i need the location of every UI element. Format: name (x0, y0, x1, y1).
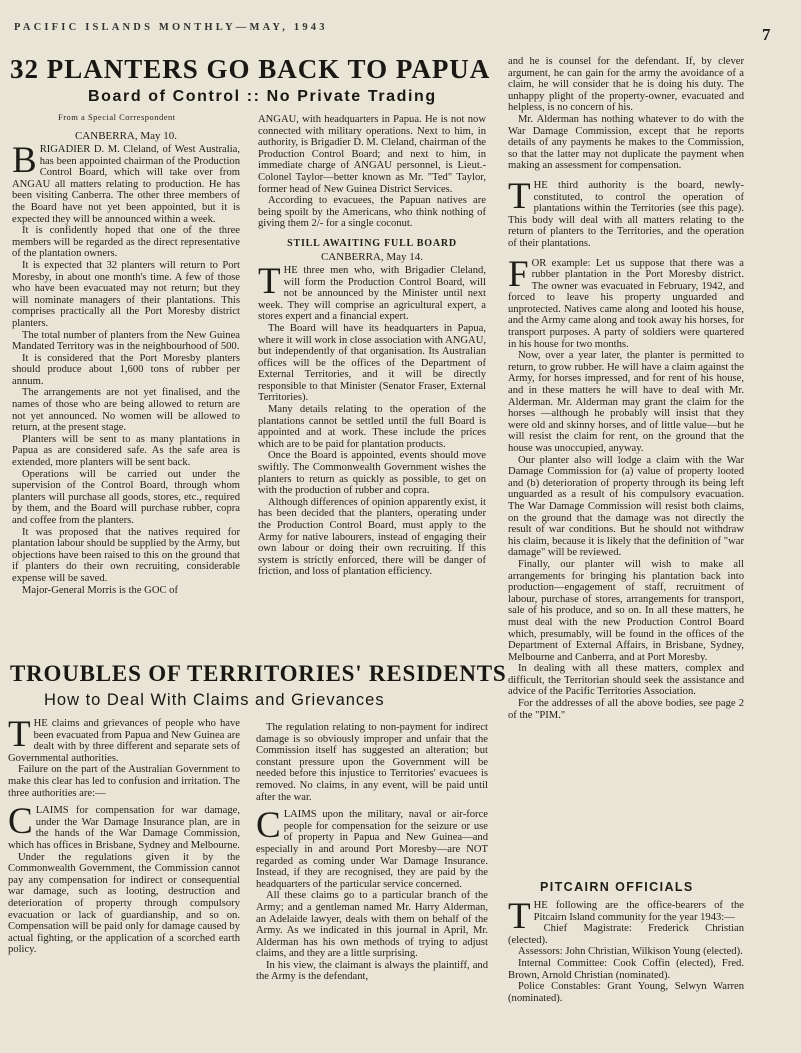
pitcairn-paragraph: THE following are the office-bearers of the Pitcairn Island community for the year 1943:— (508, 900, 744, 937)
article1-paragraph: It is expected that 32 planters will return to Port Moresby, in about one month's time. A few of those who have been evacuated may not return; but they will nominate managers of their plantations. This comprises practically all the Port Moresby district planters. (12, 259, 240, 329)
article1-paragraph: Once the Board is appointed, events should move swiftly. The Commonwealth Government wishes the planters to return as quickly as possible, to get on with the production of rubber and copra. (258, 450, 486, 497)
continuation-paragraph: In dealing with all these matters, complex and difficult, the Territorian should seek the assistance and advice of the Pacific Territories Association. (508, 663, 744, 698)
article1-paragraph: BRIGADIER D. M. Cleland, of West Australia, has been appointed chairman of the Production Control Board, which will take over from ANGAU all matters relating to production. He has been visiting Canberra. The other three members of the Board have not yet been appointed, but it is expected they will be announced within a week. (12, 140, 240, 225)
article1-paragraph: THE three men who, with Brigadier Cleland, will form the Production Control Board, will not be announced by the Minister until next week. They will comprise an agricultural expert, a stores expert and a financial expert. (258, 260, 486, 323)
article1-paragraph: Operations will be carried out under the supervision of the Control Board, through whom planters will purchase all goods, stores, etc., required by them, and the Board will purchase rubber, copra and coffee from the planters. (12, 468, 240, 526)
drop-cap: T (8, 718, 31, 755)
article2-column-2 (256, 722, 488, 1048)
article1-dateline: CANBERRA, May 10. (74, 130, 178, 142)
continuation-paragraph: For the addresses of all the above bodies, see page 2 of the "PIM." (508, 698, 744, 721)
article2-paragraph: Under the regulations given it by the Commonwealth Government, the Commission cannot pay any compensation for indirect or consequential war damage, such as looting, destruction and deterioration of property through compulsory evacuation or lack of guardianship, and so on. Compensation will be paid only for damage caused by actual fighting, or the application of a scorched earth policy. (8, 851, 240, 956)
article1-paragraph: ANGAU, with headquarters in Papua. He is not now connected with military operations. Next to him, in authority, is Brigadier D. M. Cleland, chairman of the Production Control Board; and next to him, in immediate charge of ANGAU personnel, is Lieut.-Colonel Taylor—better known as Mr. "Ted" Taylor, former head of New Guinea District Services. (258, 114, 486, 195)
article1-column-2 (258, 114, 486, 652)
continuation-paragraph: Our planter also will lodge a claim with the War Damage Commission for (a) value of property looted and (b) deterioration of property through its being left unguarded as a result of his compulsory evacuation. The War Damage Commission will resist both claims, on the ground that the damage was not directly the result of war conditions. But he should not withdraw his claim, because it is likely that the definition of "war damage" will be reviewed. (508, 454, 744, 559)
pitcairn-paragraph: Internal Committee: Cook Coffin (elected), Fred. Brown, Arnold Christian (nominated). (508, 957, 744, 981)
article2-headline: TROUBLES OF TERRITORIES' RESIDENTS (10, 661, 507, 686)
article1-dateline-2: CANBERRA, May 14. (320, 250, 424, 263)
article1-paragraph: The arrangements are not yet finalised, and the names of those who are being allowed to return are not yet announced. No women will be allowed to return, at the present stage. (12, 387, 240, 434)
right-column (508, 56, 744, 876)
article2-paragraph: THE claims and grievances of people who have been evacuated from Papua and New Guinea are dealt with by three different and separate sets of Governmental authorities. (8, 718, 240, 764)
drop-cap: C (256, 805, 281, 847)
article2-paragraph: CLAIMS upon the military, naval or air-force people for compensation for the seizure or use of property in Papua and New Guinea—and especially in and around Port Moresby—are NOT regarded as coming under War Damage Insurance. Instead, if they are recognised, they are paid by the headquarters of the particular service concerned. (256, 805, 488, 890)
article1-paragraph: It was proposed that the natives required for plantation labour should be supplied by the Army, but objections have been raised to this on the ground that if planters do their own recruiting, considerable expense will be saved. (12, 526, 240, 584)
article1-paragraph: According to evacuees, the Papuan natives are being spoilt by the Americans, who think nothing of giving them 2/- for a single coconut. (258, 195, 486, 230)
article1-deck: Board of Control :: No Private Trading (88, 88, 437, 105)
article2-paragraph: In his view, the claimant is always the plaintiff, and the Army is the defendant, (256, 959, 488, 983)
article1-paragraph: The total number of planters from the New Guinea Mandated Territory was in the neighbourhood of 500. (12, 329, 240, 353)
article1-headline: 32 PLANTERS GO BACK TO PAPUA (10, 54, 491, 84)
article1-paragraph: Planters will be sent to as many plantations in Papua as are considered safe. As the safe area is extended, more planters will be sent back. (12, 433, 240, 469)
drop-cap: B (12, 140, 37, 181)
article1-paragraph: Many details relating to the operation of the plantations cannot be settled until the full Board is appointed and at work. These include the prices which are to be paid for plantation products. (258, 404, 486, 450)
pitcairn-paragraph: Assessors: John Christian, Wilkison Young (elected). (518, 946, 743, 958)
continuation-paragraph: and he is counsel for the defendant. If, by clever argument, he can gain for the army the avoidance of a claim, he will consider that he is doing his duty. The unhappy plight of the property-owner, evacuated and helpless, is no concern of his. (508, 56, 744, 114)
article1-column-1 (12, 128, 240, 652)
continuation-paragraph: FOR example: Let us suppose that there was a rubber plantation in the Port Moresby district. The owner was evacuated in February, 1942, and forced to leave his property unguarded and unprotected. Natives came along and looted his house, and the Army came along and took away his horses, for transport purposes. A party of soldiers were quartered in his house for two months. (508, 253, 744, 350)
article1-paragraph: It is considered that the Port Moresby planters should produce about 1,600 tons of rubber per annum. (12, 352, 240, 387)
article2-paragraph: Failure on the part of the Australian Government to make this clear has led to confusion and irritation. The three authorities are:— (8, 764, 240, 799)
article2-paragraph: CLAIMS for compensation for war damage, under the War Damage Insurance plan, are in the hands of the War Damage Commission, which has offices in Brisbane, Sydney and Melbourne. (8, 801, 240, 851)
continuation-paragraph: Finally, our planter will wish to make all arrangements for bringing his plantation back into production—engagement of staff, recruitment of labour, purchase of stores, arrangements for transport, sale of his produce, and so on. In all these matters, he must deal with the new Production Control Board which, presumably, will be found in the offices of the Department of External Affairs, in Brisbane, Sydney, Melbourne and Canberra, and at Port Moresby. (508, 558, 744, 663)
article2-paragraph: All these claims go to a particular branch of the Army; and a gentleman named Mr. Harry Alderman, an Adelaide lawyer, deals with them on behalf of the Army. As we indicated in this journal in April, Mr. Alderman has his own methods of trying to adjust claims, and they are a little surprising. (256, 890, 488, 960)
drop-cap: C (8, 801, 33, 843)
pitcairn-title: PITCAIRN OFFICIALS (540, 880, 694, 894)
drop-cap: T (258, 260, 281, 302)
article2-paragraph: The regulation relating to non-payment for indirect damage is so obviously improper and unfair that the Commission itself has suggested an alteration; but constant pressure upon the Government will be needed before this injustice to Territories' evacuees is removed. No claims, in any event, will be paid until after the war. (256, 722, 488, 803)
drop-cap: F (508, 253, 529, 295)
article1-subhead: STILL AWAITING FULL BOARD (287, 237, 457, 249)
article1-byline: From a Special Correspondent (58, 112, 176, 122)
drop-cap: T (508, 175, 531, 217)
running-head: PACIFIC ISLANDS MONTHLY—MAY, 1943 (14, 22, 328, 33)
article1-paragraph: Major-General Morris is the GOC of (22, 584, 179, 596)
article2-deck: How to Deal With Claims and Grievances (44, 691, 385, 709)
pitcairn-paragraph: Chief Magistrate: Frederick Christian (elected). (508, 923, 744, 946)
continuation-paragraph: Mr. Alderman has nothing whatever to do with the War Damage Commission, except that he reports details of any payments he makes to the Commission, so that the latter may not duplicate the payment when making an assessment for compensation. (508, 113, 744, 172)
pitcairn-column (508, 900, 744, 1048)
article1-paragraph: It is confidently hoped that one of the three members will be regarded as the direct representative of the plantation owners. (12, 225, 240, 260)
page-number: 7 (762, 25, 771, 44)
article2-column-1 (8, 718, 240, 1048)
continuation-paragraph: Now, over a year later, the planter is permitted to return, to grow rubber. He will have a claim against the Army, for horses impressed, and for rent of his house, and in these matters he will have to deal with Mr. Alderman. Mr. Alderman may grant the claim for the horses —although he probably will insist that they were old and skinny horses, and of little value—but he will resist the claim for rent, on the ground that the house was unoccupied, anyway. (508, 350, 744, 454)
continuation-paragraph: THE third authority is the board, newly-constituted, to control the operation of plantations within the Territories (see this page). This body will deal with all matters relating to the return of planters to the Territories, and the operation of their plantations. (508, 175, 744, 249)
drop-cap: T (508, 900, 531, 937)
article1-paragraph: The Board will have its headquarters in Papua, where it will work in close association with ANGAU, but independently of that organisation. Its Australian offices will be the offices of the Department of External Territories, and it will be directly responsible to that Minister (Senator Fraser, External Territories). (258, 322, 486, 404)
article1-paragraph: Although differences of opinion apparently exist, it has been decided that the planters, operating under the Production Control Board, must apply to the Army for native labourers, instead of engaging their own labour or doing their own recruiting. If this system is strictly enforced, there will be danger of friction, and loss of plantation efficiency. (258, 496, 486, 578)
pitcairn-paragraph: Police Constables: Grant Young, Selwyn Warren (nominated). (508, 981, 744, 1004)
